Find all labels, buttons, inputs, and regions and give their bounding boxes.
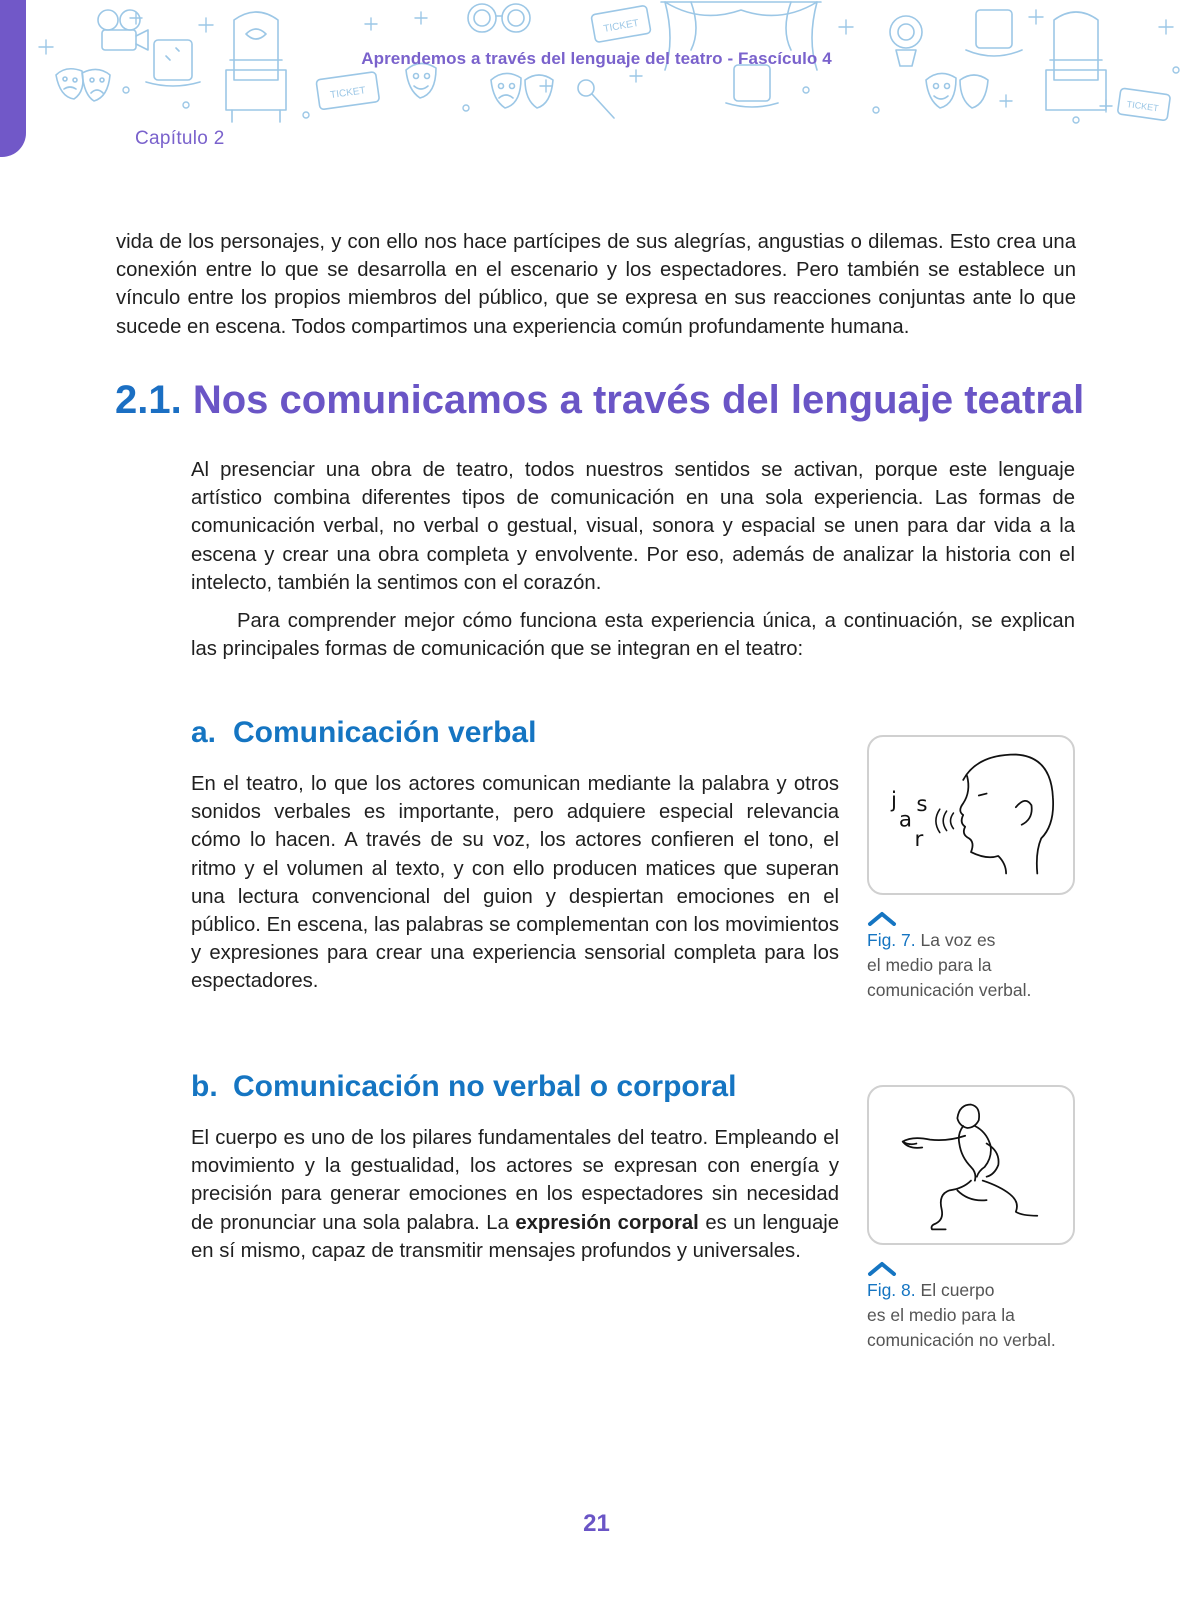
speaking-head-illustration bbox=[960, 755, 1053, 874]
theater-masks-icon bbox=[926, 73, 988, 108]
kneeling-dancer-illustration bbox=[903, 1105, 1038, 1230]
binoculars-icon bbox=[468, 4, 530, 32]
letter-j: j bbox=[891, 788, 898, 814]
ticket-icon bbox=[316, 72, 380, 110]
intro-paragraph: vida de los personajes, y con ello nos hace partícipes de sus alegrías, angustias o dilemas. Esto crea una conexión entre lo que se desarrolla en el escenario y los espectadores. Pero también se establece un vínculo entre los propios miembros del público, que se expresa en sus reacciones conjuntas ante lo que sucede en escena. Todos compartimos una experiencia común profundamente humana. bbox=[116, 231, 1076, 338]
theater-masks-icon bbox=[56, 69, 110, 101]
film-camera-icon bbox=[98, 10, 148, 50]
section-body bbox=[191, 456, 1075, 663]
letter-a: a bbox=[898, 807, 912, 833]
section-paragraph: Al presenciar una obra de teatro, todos nuestros sentidos se activan, porque este lenguaje artístico combina diferentes tipos de comunicación en una sola experiencia. Las formas de comunicación verbal, no verbal o gestual, visual, sonora y espacial se unen para dar vida a la escena y crear una obra completa y envolvente. Por eso, además de analizar la historia con el intelecto, también la sentimos con el corazón. bbox=[191, 459, 1075, 594]
subsection-b-text-end: es un lenguaje en sí mismo, capaz de transmitir mensajes profundos y universales. bbox=[191, 1211, 840, 1262]
figure-8-label: Fig. 8. bbox=[867, 1280, 916, 1300]
subsection-a-letter: a. bbox=[191, 716, 217, 749]
figure-8-caption-line: El cuerpo bbox=[920, 1280, 995, 1300]
figure-8-image bbox=[867, 1085, 1075, 1245]
subsection-b-letter: b. bbox=[191, 1070, 218, 1103]
figure-8-caption bbox=[867, 1260, 1077, 1353]
chevron-up-icon bbox=[867, 910, 897, 926]
subsection-b-text-start: El cuerpo es uno de los pilares fundamentales del teatro. Empleando el movimiento y la gestualidad, los actores se expresan con energía y precisión para generar emociones en los espectadores sin necesidad de pronunciar una sola palabra. La bbox=[191, 1127, 839, 1234]
figure-7-caption-line: comunicación verbal. bbox=[867, 980, 1032, 1000]
figure-8-caption-line: es el medio para la bbox=[867, 1305, 1015, 1325]
figure-7-caption bbox=[867, 910, 1077, 1003]
letter-r: r bbox=[914, 827, 924, 853]
subsection-a-title: Comunicación verbal bbox=[233, 716, 537, 749]
page-number: 21 bbox=[583, 1510, 610, 1537]
section-paragraph: Para comprender mejor cómo funciona esta experiencia única, a continuación, se explican las principales formas de comunicación que se integran en el teatro: bbox=[191, 610, 1075, 661]
header-title: Aprendemos a través del lenguaje del teatro - Fascículo 4 bbox=[361, 49, 832, 68]
chapter-label: Capítulo 2 bbox=[135, 128, 225, 149]
sound-waves bbox=[936, 809, 954, 832]
subsection-a-text: En el teatro, lo que los actores comunican mediante la palabra y otros sonidos verbales es importante, pero adquiere especial relevancia cómo lo hacen. A través de su voz, los actores confieren el tono, el ritmo y el volumen al texto, y con ello producen matices que superan una lectura convencional del guion y despiertan emociones en el público. En escena, las palabras se complementan con los movimientos y expresiones para crear una experiencia sensorial completa para los espectadores. bbox=[191, 773, 839, 993]
figure-7-caption-line: el medio para la bbox=[867, 955, 992, 975]
section-heading bbox=[115, 378, 1084, 423]
top-hat-icon bbox=[726, 65, 778, 107]
chevron-up-icon bbox=[867, 1260, 897, 1276]
microphone-icon bbox=[578, 80, 614, 118]
figure-7-label: Fig. 7. bbox=[867, 930, 916, 950]
subsection-b-heading bbox=[191, 1070, 736, 1104]
svg-text:TICKET: TICKET bbox=[329, 85, 367, 102]
theater-masks-icon bbox=[491, 73, 553, 108]
ticket-icon bbox=[1117, 88, 1170, 121]
figure-7-image bbox=[867, 735, 1075, 895]
subsection-b-title: Comunicación no verbal o corporal bbox=[233, 1070, 737, 1103]
ticket-icon bbox=[591, 5, 651, 42]
subsection-b-emphasis: expresión corporal bbox=[515, 1211, 699, 1234]
figure-7-caption-line: La voz es bbox=[920, 930, 996, 950]
side-tab bbox=[0, 0, 26, 157]
section-number: 2.1. bbox=[115, 378, 182, 422]
svg-text:TICKET: TICKET bbox=[602, 17, 640, 35]
subsection-a-heading bbox=[191, 716, 536, 750]
letter-s: s bbox=[916, 792, 928, 818]
svg-text:TICKET: TICKET bbox=[1126, 99, 1160, 114]
figure-8-caption-line: comunicación no verbal. bbox=[867, 1330, 1056, 1350]
subsection-b-text bbox=[191, 1124, 839, 1265]
section-title: Nos comunicamos a través del lenguaje teatral bbox=[192, 378, 1085, 422]
